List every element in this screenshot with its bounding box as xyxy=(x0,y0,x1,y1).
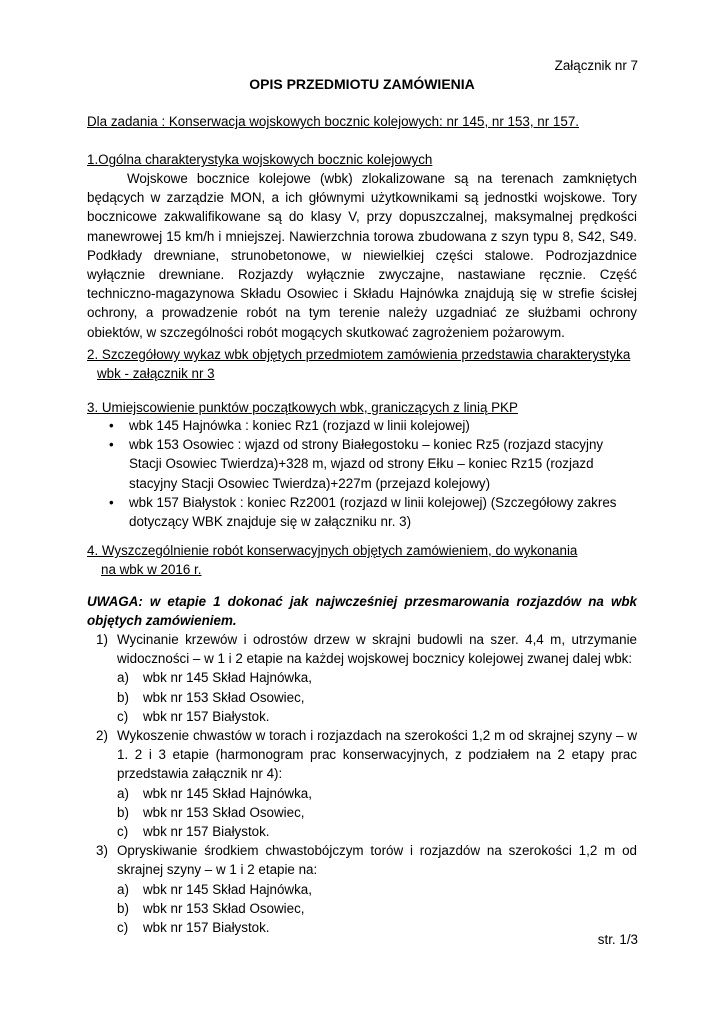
section3-heading: 3. Umiejscowienie punktów początkowych wbk, graniczących z linią PKP xyxy=(87,400,518,415)
sub-letter: a) xyxy=(117,670,129,686)
section4-heading-line2: na wbk w 2016 r. xyxy=(101,562,202,577)
task-number: 2) xyxy=(96,728,108,744)
task-number: 1) xyxy=(96,632,108,647)
attachment-label: Załącznik nr 7 xyxy=(554,58,638,73)
sub-text: wbk nr 145 Skład Hajnówka, xyxy=(143,881,312,897)
sub-text: wbk nr 157 Białystok. xyxy=(143,920,270,936)
task-text: Wycinanie krzewów i odrostów drzew w skrajni budowli na szer. 4,4 m, utrzymanie widoczności – w 1 i 2 etapie na każdej wojskowej bocznicy kolejowej zwanej dalej wbk: xyxy=(117,632,637,667)
task-item-1 xyxy=(96,630,637,726)
list-item: • wbk 145 Hajnówka : koniec Rz1 (rozjazd w linii kolejowej) xyxy=(107,416,637,435)
list-item: • wbk 153 Osowiec : wjazd od strony Białegostoku – koniec Rz5 (rozjazd stacyjny Stacji Osowiec Twierdza)+328 m, wjazd od strony Ełku – koniec Rz15 (rozjazd stacyjny Stacji Osowiec Twierdza)+227m (przejazd kolejowy) xyxy=(107,435,637,493)
page-number: str. 1/3 xyxy=(597,932,638,947)
sub-letter: b) xyxy=(117,689,129,705)
sub-item xyxy=(117,803,637,822)
section2-heading-line2: wbk - załącznik nr 3 xyxy=(97,366,215,381)
sub-item xyxy=(117,918,637,937)
section1-body: Wojskowe bocznice kolejowe (wbk) zlokalizowane są na terenach zamkniętych będących w zarządzie MON, a ich głównymi użytkownikami są jednostki wojskowe. Tory bocznicowe zakwalifikowane są do klasy V, przy dopuszczalnej, maksymalnej prędkości manewrowej 15 km/h i mniejszej. Nawierzchnia torowa zbudowana z szyn typu 8, S42, S49. Podkłady drewniane, strunobetonowe, w niewielkiej części stalowe. Podrozjazdnice wyłącznie drewniane. Rozjazdy wyłącznie zwyczajne, nastawiane ręcznie. Część techniczno-magazynowa Składu Osowiec i Składu Hajnówka znajdują się w strefie ścisłej ochrony, a prowadzenie robót na tym terenie należy uzgadniać ze służbami ochrony obiektów, w szczególności robót mogących skutkować zagrożeniem pożarowym. xyxy=(87,171,637,340)
task-text: Opryskiwanie środkiem chwastobójczym torów i rozjazdów na szerokości 1,2 m od skrajnej szyny – w 1 i 2 etapie na: xyxy=(117,843,637,878)
sub-letter: b) xyxy=(117,900,129,916)
document-title: OPIS PRZEDMIOTU ZAMÓWIENIA xyxy=(249,76,475,92)
sub-item xyxy=(117,688,637,707)
section3-list xyxy=(107,416,637,531)
sub-item xyxy=(117,707,637,726)
section4-heading-line2-wrap xyxy=(87,560,637,579)
sub-item xyxy=(117,668,637,687)
sub-text: wbk nr 153 Skład Osowiec, xyxy=(143,689,305,705)
sub-item xyxy=(117,880,637,899)
list-item: • wbk 157 Białystok : koniec Rz2001 (rozjazd w linii kolejowej) (Szczegółowy zakres dotyczący WBK znajduje się w załączniku nr. 3) xyxy=(107,493,637,531)
sub-text: wbk nr 153 Skład Osowiec, xyxy=(143,900,305,916)
task-item-3 xyxy=(96,841,637,937)
section2-heading-line2-wrap xyxy=(87,364,637,383)
warning-note: UWAGA: w etapie 1 dokonać jak najwcześniej przesmarowania rozjazdów na wbk objętych zamówieniem. xyxy=(87,594,637,629)
sub-text: wbk nr 145 Skład Hajnówka, xyxy=(143,670,312,686)
sub-letter: a) xyxy=(117,881,129,897)
sub-letter: c) xyxy=(117,824,129,840)
sub-text: wbk nr 153 Skład Osowiec, xyxy=(143,804,305,820)
task-text: Wykoszenie chwastów w torach i rozjazdach na szerokości 1,2 m od skrajnej szyny – w 1. 2 i 3 etapie (harmonogram prac konserwacyjnych, z podziałem na 2 etapy prac przedstawia załącznik nr 4): xyxy=(117,728,637,782)
sub-text: wbk nr 157 Białystok. xyxy=(143,708,270,724)
sub-letter: c) xyxy=(117,920,129,936)
sub-letter: b) xyxy=(117,804,129,820)
sub-item xyxy=(117,899,637,918)
section1-heading: 1.Ogólna charakterystyka wojskowych bocznic kolejowych xyxy=(87,152,433,167)
section4-heading-line1: 4. Wyszczególnienie robót konserwacyjnych objętych zamówieniem, do wykonania xyxy=(87,543,578,558)
sub-item xyxy=(117,784,637,803)
task-number: 3) xyxy=(96,843,108,859)
task-item-2 xyxy=(96,726,637,841)
sub-text: wbk nr 157 Białystok. xyxy=(143,824,270,840)
sub-letter: c) xyxy=(117,708,129,724)
task-list xyxy=(96,630,637,937)
sub-item xyxy=(117,822,637,841)
task-line: Dla zadania : Konserwacja wojskowych bocznic kolejowych: nr 145, nr 153, nr 157. xyxy=(87,114,579,129)
sub-letter: a) xyxy=(117,785,129,801)
sub-text: wbk nr 145 Skład Hajnówka, xyxy=(143,785,312,801)
section2-heading-line1: 2. Szczegółowy wykaz wbk objętych przedmiotem zamówienia przedstawia charakterystyka xyxy=(87,347,631,362)
